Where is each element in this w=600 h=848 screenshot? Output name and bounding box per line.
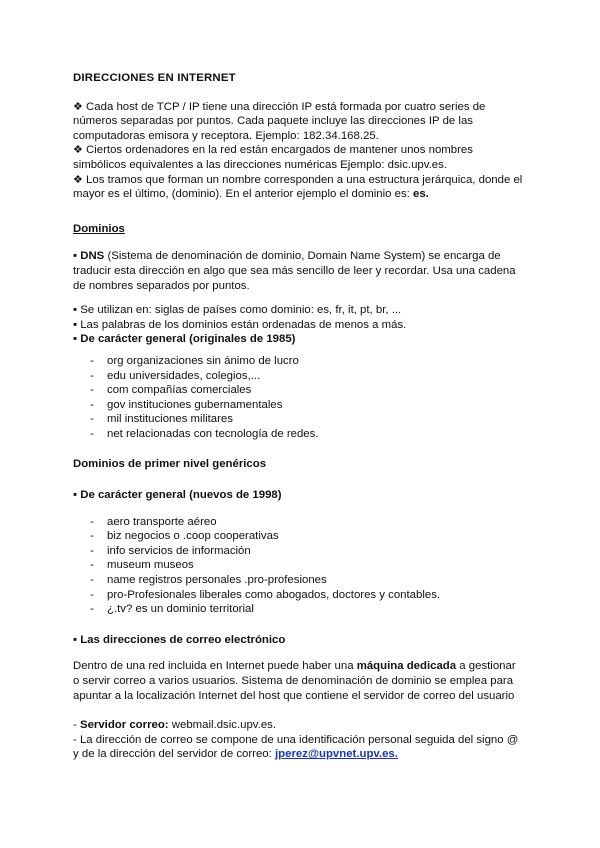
direccion-line	[73, 733, 523, 762]
correo-text-after: a gestionar o servir correo a varios usuarios. Sistema de denominación de dominio se emplea para apuntar a la localización Internet del host que contiene el servidor de correo del usuario	[73, 660, 516, 702]
square-bullet-icon: ▪	[73, 333, 78, 346]
correo-bold-term: máquina dedicada	[356, 660, 457, 673]
general-1998-heading	[73, 488, 523, 503]
servidor-line	[73, 718, 523, 733]
list-1985	[73, 354, 523, 442]
dash-bullet: -	[90, 574, 94, 587]
correo-paragraph	[73, 659, 523, 703]
correo-heading-text: Las direcciones de correo electrónico	[80, 633, 286, 646]
list-item-text: name registros personales .pro-profesiones	[107, 574, 327, 587]
list-item-text: mil instituciones militares	[107, 413, 233, 426]
list-item-text: info servicios de información	[107, 544, 251, 557]
list-item	[73, 515, 523, 530]
dash-bullet: -	[90, 603, 94, 616]
genericos-heading: Dominios de primer nivel genéricos	[73, 458, 267, 471]
dash-bullet: -	[90, 530, 94, 543]
general-1998-text: De carácter general (nuevos de 1998)	[80, 489, 282, 502]
list-item	[73, 602, 523, 617]
dominios-line-2	[73, 318, 523, 333]
list-item-text: org organizaciones sin ánimo de lucro	[107, 354, 299, 367]
dash-bullet: -	[90, 559, 94, 572]
square-bullet-icon: ▪	[73, 318, 78, 331]
dominios-line-1-text: Se utilizan en: siglas de países como dominio: es, fr, it, pt, br, ...	[80, 304, 402, 317]
list-item	[73, 369, 523, 384]
diamond-bullet-icon: ❖	[73, 100, 83, 113]
diamond-bullet-icon: ❖	[73, 144, 83, 157]
email-link[interactable]: jperez@upvnet.upv.es.	[274, 748, 398, 761]
general-1985-heading	[73, 332, 523, 347]
list-item-text: aero transporte aéreo	[107, 515, 217, 528]
page-title: DIRECCIONES EN INTERNET	[73, 72, 236, 84]
list-item-text: ¿.tv? es un dominio territorial	[107, 603, 254, 616]
dns-paragraph	[73, 249, 523, 293]
intro-item-3-text: Los tramos que forman un nombre corresponden a una estructura jerárquica, donde el mayor es el último, (dominio). En el anterior ejemplo el dominio es:	[73, 173, 523, 201]
dash-bullet: -	[90, 515, 94, 528]
correo-heading	[73, 633, 523, 648]
servidor-value: webmail.dsic.upv.es.	[171, 719, 277, 732]
intro-item-2-text: Ciertos ordenadores en la red están encargados de mantener unos nombres simbólicos equivalentes a las direcciones numéricas Ejemplo: dsic.upv.es.	[73, 144, 473, 171]
list-item	[73, 558, 523, 573]
general-1985-text: De carácter general (originales de 1985)	[80, 333, 296, 346]
list-item-text: pro-Profesionales liberales como abogados, doctores y contables.	[107, 588, 441, 601]
list-item	[73, 529, 523, 544]
intro-item-1-text: Cada host de TCP / IP tiene una dirección IP está formada por cuatro series de números separadas por puntos. Cada paquete incluye las direcciones IP de las computadoras emisora y receptora. Ejemplo: 182.34.168.25.	[73, 100, 486, 142]
list-item	[73, 427, 523, 442]
list-item	[73, 412, 523, 427]
list-item	[73, 354, 523, 369]
square-bullet-icon: ▪	[73, 489, 78, 502]
square-bullet-icon: ▪	[73, 250, 78, 263]
dash-bullet: -	[73, 719, 77, 732]
dash-bullet: -	[73, 733, 77, 746]
dash-bullet: -	[90, 369, 94, 382]
dash-bullet: -	[90, 398, 94, 411]
list-item	[73, 573, 523, 588]
list-item-text: biz negocios o .coop cooperativas	[107, 530, 279, 543]
dash-bullet: -	[90, 354, 94, 367]
list-1998	[73, 515, 523, 617]
dns-term: DNS	[80, 250, 105, 263]
direccion-text: La dirección de correo se compone de una identificación personal seguida del signo @ y de la dirección del servidor de correo:	[73, 733, 519, 761]
square-bullet-icon: ▪	[73, 633, 78, 646]
diamond-bullet-icon: ❖	[73, 173, 83, 186]
list-item-text: net relacionadas con tecnología de redes.	[107, 427, 319, 440]
intro-item-2	[73, 143, 523, 172]
intro-item-3	[73, 173, 523, 202]
domain-example: es.	[412, 188, 429, 201]
section-heading-dominios: Dominios	[73, 222, 125, 235]
list-item	[73, 398, 523, 413]
list-item-text: gov instituciones gubernamentales	[107, 398, 283, 411]
list-item-text: museum museos	[107, 559, 194, 572]
dash-bullet: -	[90, 588, 94, 601]
dash-bullet: -	[90, 544, 94, 557]
list-item	[73, 544, 523, 559]
correo-text-before: Dentro de una red incluida en Internet puede haber una	[73, 660, 354, 673]
dns-text: (Sistema de denominación de dominio, Domain Name System) se encarga de traducir esta dirección en algo que sea más sencillo de leer y recordar. Usa una cadena de nombres separados por puntos.	[73, 250, 516, 292]
intro-item-1	[73, 100, 523, 144]
dominios-line-2-text: Las palabras de los dominios están ordenadas de menos a más.	[80, 318, 407, 331]
list-item	[73, 383, 523, 398]
dash-bullet: -	[90, 384, 94, 397]
list-item-text: edu universidades, colegios,...	[107, 369, 261, 382]
dash-bullet: -	[90, 413, 94, 426]
dominios-line-1	[73, 303, 523, 318]
servidor-label: Servidor correo:	[79, 719, 169, 732]
dash-bullet: -	[90, 427, 94, 440]
document-page	[73, 71, 523, 762]
list-item-text: com compañías comerciales	[107, 384, 252, 397]
list-item	[73, 588, 523, 603]
square-bullet-icon: ▪	[73, 304, 78, 317]
